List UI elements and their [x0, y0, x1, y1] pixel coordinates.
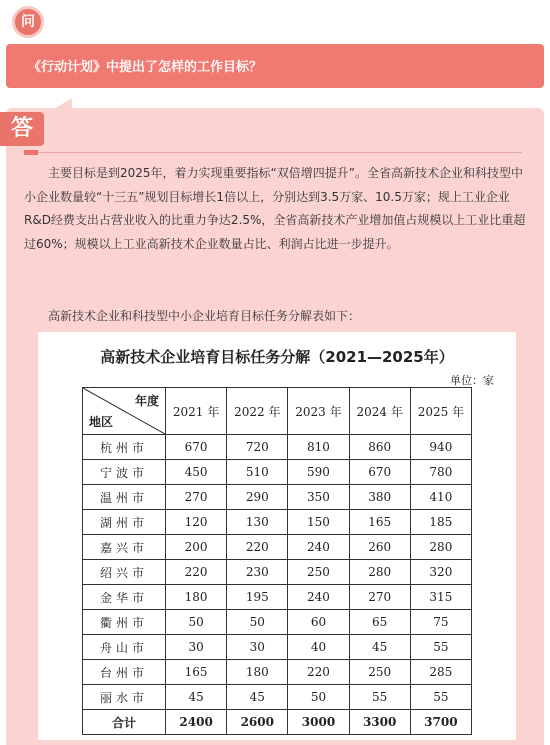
value-cell: 510: [227, 460, 288, 485]
value-cell: 150: [288, 510, 349, 535]
question-text: 《行动计划》中提出了怎样的工作目标？: [28, 60, 263, 75]
value-cell: 185: [410, 510, 471, 535]
total-value-cell: 2600: [227, 710, 288, 735]
value-cell: 40: [288, 635, 349, 660]
value-cell: 220: [288, 660, 349, 685]
value-cell: 240: [288, 585, 349, 610]
region-cell: 丽水市: [83, 685, 166, 710]
total-value-cell: 3700: [410, 710, 471, 735]
table-row: [83, 585, 472, 610]
value-cell: 270: [166, 485, 227, 510]
total-row: [83, 710, 472, 735]
region-cell: 湖州市: [83, 510, 166, 535]
value-cell: 50: [227, 610, 288, 635]
total-value-cell: 3000: [288, 710, 349, 735]
table-unit: 单位：家: [450, 374, 494, 387]
value-cell: 165: [166, 660, 227, 685]
value-cell: 315: [410, 585, 471, 610]
value-cell: 280: [410, 535, 471, 560]
value-cell: 410: [410, 485, 471, 510]
value-cell: 320: [410, 560, 471, 585]
value-cell: 230: [227, 560, 288, 585]
value-cell: 30: [227, 635, 288, 660]
value-cell: 65: [349, 610, 410, 635]
region-cell: 衢州市: [83, 610, 166, 635]
value-cell: 45: [349, 635, 410, 660]
value-cell: 670: [166, 435, 227, 460]
value-cell: 45: [166, 685, 227, 710]
value-cell: 720: [227, 435, 288, 460]
value-cell: 280: [349, 560, 410, 585]
value-cell: 240: [288, 535, 349, 560]
value-cell: 940: [410, 435, 471, 460]
value-cell: 50: [288, 685, 349, 710]
question-section: [0, 0, 550, 92]
value-cell: 120: [166, 510, 227, 535]
value-cell: 810: [288, 435, 349, 460]
value-cell: 165: [349, 510, 410, 535]
value-cell: 860: [349, 435, 410, 460]
year-header: 2022 年: [227, 388, 288, 435]
table-row: [83, 460, 472, 485]
value-cell: 590: [288, 460, 349, 485]
table-row: [83, 660, 472, 685]
value-cell: 180: [166, 585, 227, 610]
value-cell: 180: [227, 660, 288, 685]
table-row: [83, 685, 472, 710]
year-header: 2024 年: [349, 388, 410, 435]
answer-divider: [28, 152, 522, 153]
value-cell: 50: [166, 610, 227, 635]
value-cell: 350: [288, 485, 349, 510]
table-row: [83, 635, 472, 660]
region-cell: 舟山市: [83, 635, 166, 660]
region-cell: 宁波市: [83, 460, 166, 485]
year-header: 2023 年: [288, 388, 349, 435]
value-cell: 55: [349, 685, 410, 710]
table-row: [83, 610, 472, 635]
region-cell: 嘉兴市: [83, 535, 166, 560]
table-title: 高新技术企业培育目标任务分解（2021—2025年）: [100, 348, 454, 366]
value-cell: 200: [166, 535, 227, 560]
total-value-cell: 2400: [166, 710, 227, 735]
value-cell: 285: [410, 660, 471, 685]
table-row: [83, 510, 472, 535]
question-badge: 问: [12, 6, 44, 38]
region-cell: 金华市: [83, 585, 166, 610]
total-value-cell: 3300: [349, 710, 410, 735]
target-table: [82, 387, 472, 735]
table-header-row: [83, 388, 472, 435]
corner-region-label: 地区: [89, 415, 114, 429]
value-cell: 780: [410, 460, 471, 485]
value-cell: 250: [288, 560, 349, 585]
value-cell: 75: [410, 610, 471, 635]
value-cell: 195: [227, 585, 288, 610]
value-cell: 220: [227, 535, 288, 560]
value-cell: 30: [166, 635, 227, 660]
answer-accent: [24, 150, 38, 155]
question-bar: [6, 44, 544, 88]
value-cell: 450: [166, 460, 227, 485]
answer-paragraph-1: 主要目标是到2025年，着力实现重要指标“双倍增四提升”。全省高新技术企业和科技型中小企业数量较“十三五”规划目标增长1倍以上，分别达到3.5万家、10.5万家；规上工业企业R&D经费支出占营业收入的比重力争达2.5%，全省高新技术产业增加值占规模以上工业比重超过60%；规模以上工业高新技术企业数量占比、利润占比进一步提升。: [24, 166, 526, 251]
table-row: [83, 485, 472, 510]
value-cell: 55: [410, 635, 471, 660]
value-cell: 220: [166, 560, 227, 585]
value-cell: 380: [349, 485, 410, 510]
table-image: [38, 332, 516, 740]
value-cell: 670: [349, 460, 410, 485]
value-cell: 290: [227, 485, 288, 510]
answer-badge: 答: [0, 112, 44, 146]
year-header: 2025 年: [410, 388, 471, 435]
corner-year-label: 年度: [134, 394, 159, 408]
value-cell: 260: [349, 535, 410, 560]
value-cell: 250: [349, 660, 410, 685]
region-cell: 温州市: [83, 485, 166, 510]
value-cell: 45: [227, 685, 288, 710]
answer-paragraph-2: 高新技术企业和科技型中小企业培育目标任务分解表如下：: [48, 309, 361, 323]
region-cell: 杭州市: [83, 435, 166, 460]
table-corner-cell: [83, 388, 166, 435]
value-cell: 60: [288, 610, 349, 635]
table-row: [83, 560, 472, 585]
value-cell: 55: [410, 685, 471, 710]
year-header: 2021 年: [166, 388, 227, 435]
region-cell: 绍兴市: [83, 560, 166, 585]
table-row: [83, 535, 472, 560]
table-row: [83, 435, 472, 460]
value-cell: 270: [349, 585, 410, 610]
region-cell: 台州市: [83, 660, 166, 685]
value-cell: 130: [227, 510, 288, 535]
total-label: 合计: [83, 710, 166, 735]
